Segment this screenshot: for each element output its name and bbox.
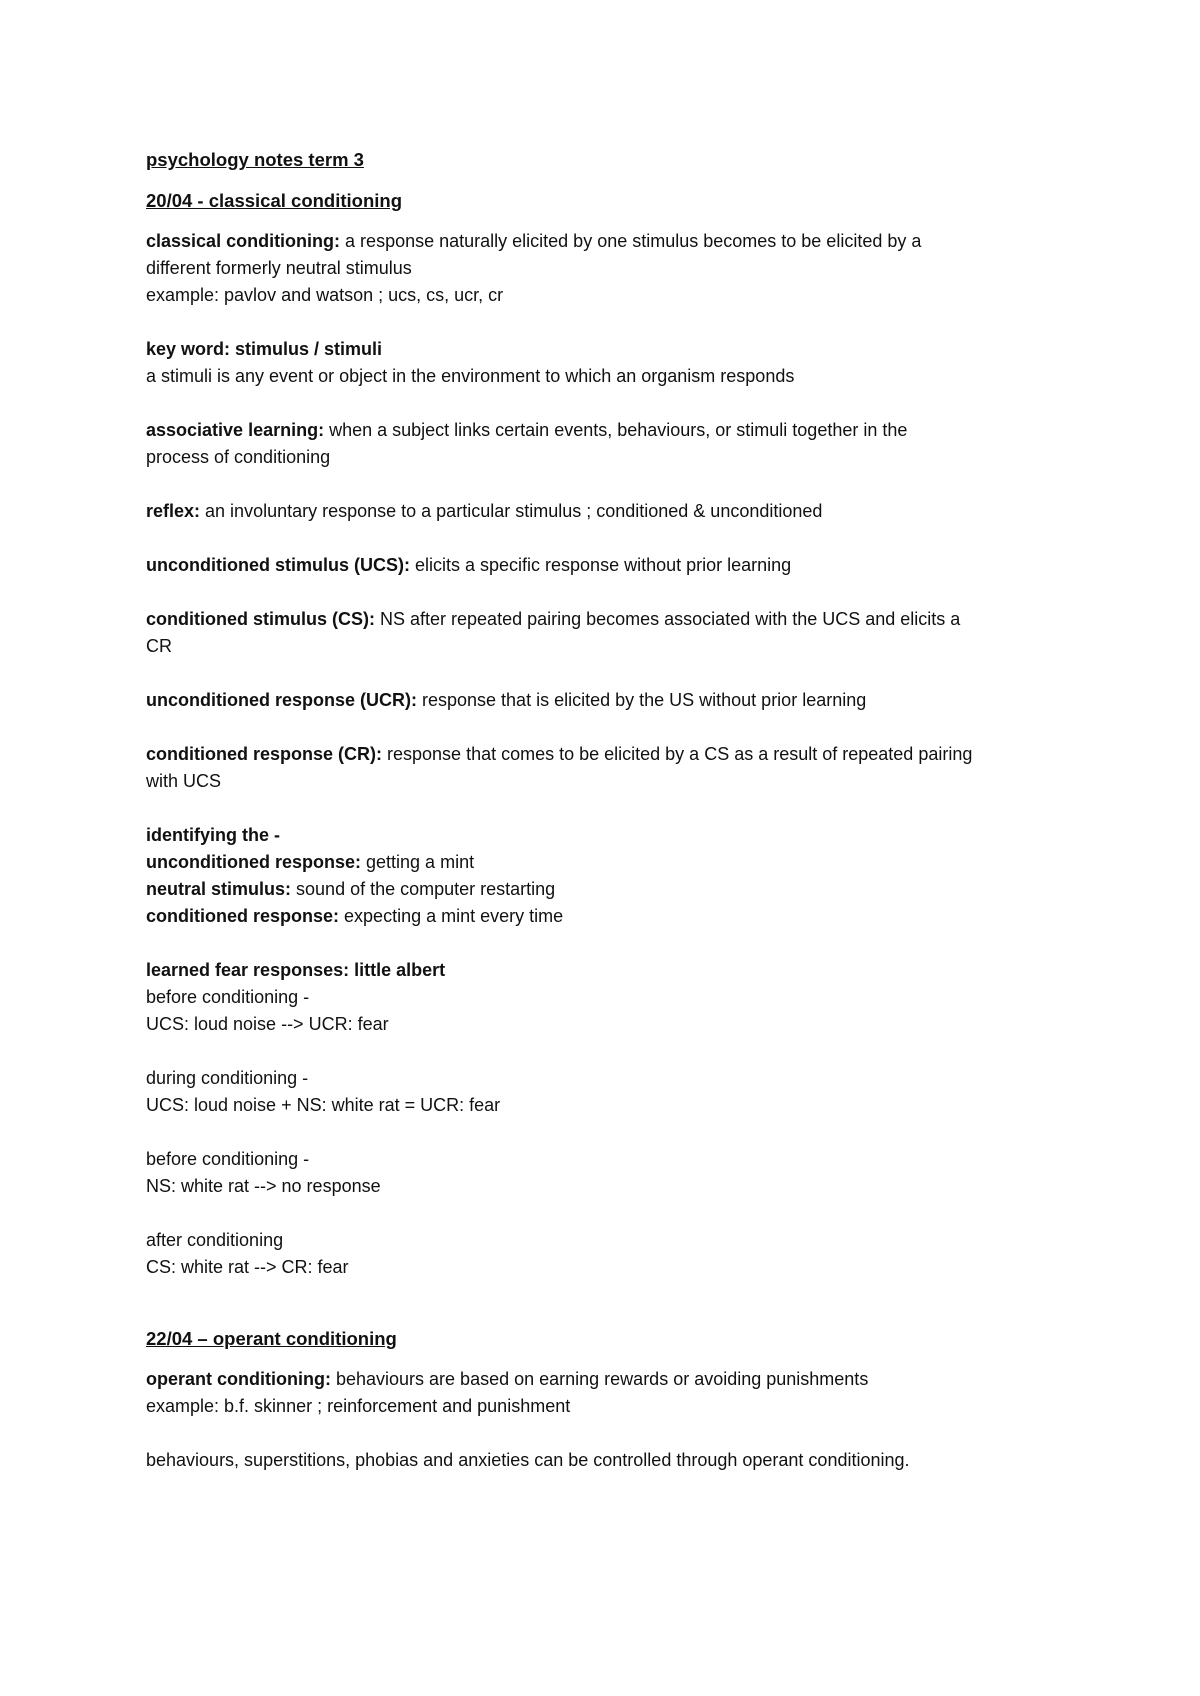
closing-text: behaviours, superstitions, phobias and anxieties can be controlled through operant conditioning. bbox=[146, 1450, 910, 1470]
fear-stage-3 bbox=[146, 1146, 1066, 1200]
definition-line bbox=[146, 1366, 1066, 1393]
identifying-block bbox=[146, 822, 1066, 930]
term-definition: response that is elicited by the US without prior learning bbox=[417, 690, 867, 710]
definition-line bbox=[146, 741, 1066, 768]
definition-cs bbox=[146, 606, 1066, 660]
term-definition: sound of the computer restarting bbox=[291, 879, 556, 899]
identifying-heading: identifying the - bbox=[146, 825, 280, 845]
definition-ucr bbox=[146, 687, 1066, 714]
term-label: neutral stimulus: bbox=[146, 879, 292, 899]
term-definition: response that comes to be elicited by a CS as a result of repeated pairing bbox=[382, 744, 973, 764]
term-label: unconditioned response: bbox=[146, 852, 362, 872]
definition-line bbox=[146, 687, 1066, 714]
definition-line bbox=[146, 417, 1066, 444]
document-title: psychology notes term 3 bbox=[146, 149, 364, 170]
term-definition: expecting a mint every time bbox=[339, 906, 564, 926]
term-label: associative learning: bbox=[146, 420, 325, 440]
term-label: reflex: bbox=[146, 501, 201, 521]
fear-stage-2 bbox=[146, 1065, 1066, 1119]
definition-associative-learning bbox=[146, 417, 1066, 471]
term-label: unconditioned response (UCR): bbox=[146, 690, 417, 710]
fear-stage-1 bbox=[146, 957, 1066, 1038]
fear-stage-4 bbox=[146, 1227, 1066, 1281]
term-definition: a response naturally elicited by one stimulus becomes to be elicited by a bbox=[340, 231, 922, 251]
stage-label: after conditioning bbox=[146, 1230, 284, 1250]
list-item bbox=[146, 903, 1066, 930]
term-definition: an involuntary response to a particular stimulus ; conditioned & unconditioned bbox=[200, 501, 823, 521]
definition-line: process of conditioning bbox=[146, 447, 331, 467]
term-definition: NS after repeated pairing becomes associated with the UCS and elicits a bbox=[375, 609, 961, 629]
term-definition: a stimuli is any event or object in the environment to which an organism responds bbox=[146, 366, 795, 386]
stage-label: before conditioning - bbox=[146, 1149, 310, 1169]
term-label: conditioned response (CR): bbox=[146, 744, 383, 764]
definition-reflex bbox=[146, 498, 1066, 525]
stage-text: UCS: loud noise --> UCR: fear bbox=[146, 1014, 389, 1034]
definition-line bbox=[146, 228, 1066, 255]
definition-line: with UCS bbox=[146, 771, 222, 791]
definition-line bbox=[146, 498, 1066, 525]
term-definition: getting a mint bbox=[361, 852, 475, 872]
stage-text: NS: white rat --> no response bbox=[146, 1176, 381, 1196]
term-label: operant conditioning: bbox=[146, 1369, 331, 1389]
term-label: conditioned response: bbox=[146, 906, 340, 926]
term-label: conditioned stimulus (CS): bbox=[146, 609, 375, 629]
stage-text: CS: white rat --> CR: fear bbox=[146, 1257, 349, 1277]
section-heading-classical: 20/04 - classical conditioning bbox=[146, 190, 403, 211]
definition-operant-conditioning bbox=[146, 1366, 1066, 1420]
example-line: example: pavlov and watson ; ucs, cs, ucr, cr bbox=[146, 285, 504, 305]
stage-text: UCS: loud noise + NS: white rat = UCR: fear bbox=[146, 1095, 501, 1115]
example-line: example: b.f. skinner ; reinforcement and punishment bbox=[146, 1396, 571, 1416]
list-item bbox=[146, 849, 1066, 876]
definition-stimulus bbox=[146, 336, 1066, 390]
closing-paragraph bbox=[146, 1447, 1066, 1474]
definition-line: different formerly neutral stimulus bbox=[146, 258, 412, 278]
section-heading-operant: 22/04 – operant conditioning bbox=[146, 1328, 397, 1349]
definition-ucs bbox=[146, 552, 1066, 579]
document-page bbox=[146, 146, 1066, 1501]
fear-heading: learned fear responses: little albert bbox=[146, 960, 446, 980]
term-definition: elicits a specific response without prior learning bbox=[409, 555, 792, 575]
stage-label: before conditioning - bbox=[146, 987, 310, 1007]
term-definition: when a subject links certain events, behaviours, or stimuli together in the bbox=[324, 420, 908, 440]
term-label: classical conditioning: bbox=[146, 231, 341, 251]
term-definition: behaviours are based on earning rewards or avoiding punishments bbox=[330, 1369, 869, 1389]
list-item bbox=[146, 876, 1066, 903]
definition-line bbox=[146, 606, 1066, 633]
definition-line: CR bbox=[146, 636, 172, 656]
stage-label: during conditioning - bbox=[146, 1068, 309, 1088]
definition-line bbox=[146, 552, 1066, 579]
definition-classical-conditioning bbox=[146, 228, 1066, 309]
definition-cr bbox=[146, 741, 1066, 795]
term-label: unconditioned stimulus (UCS): bbox=[146, 555, 410, 575]
term-label: key word: stimulus / stimuli bbox=[146, 339, 383, 359]
